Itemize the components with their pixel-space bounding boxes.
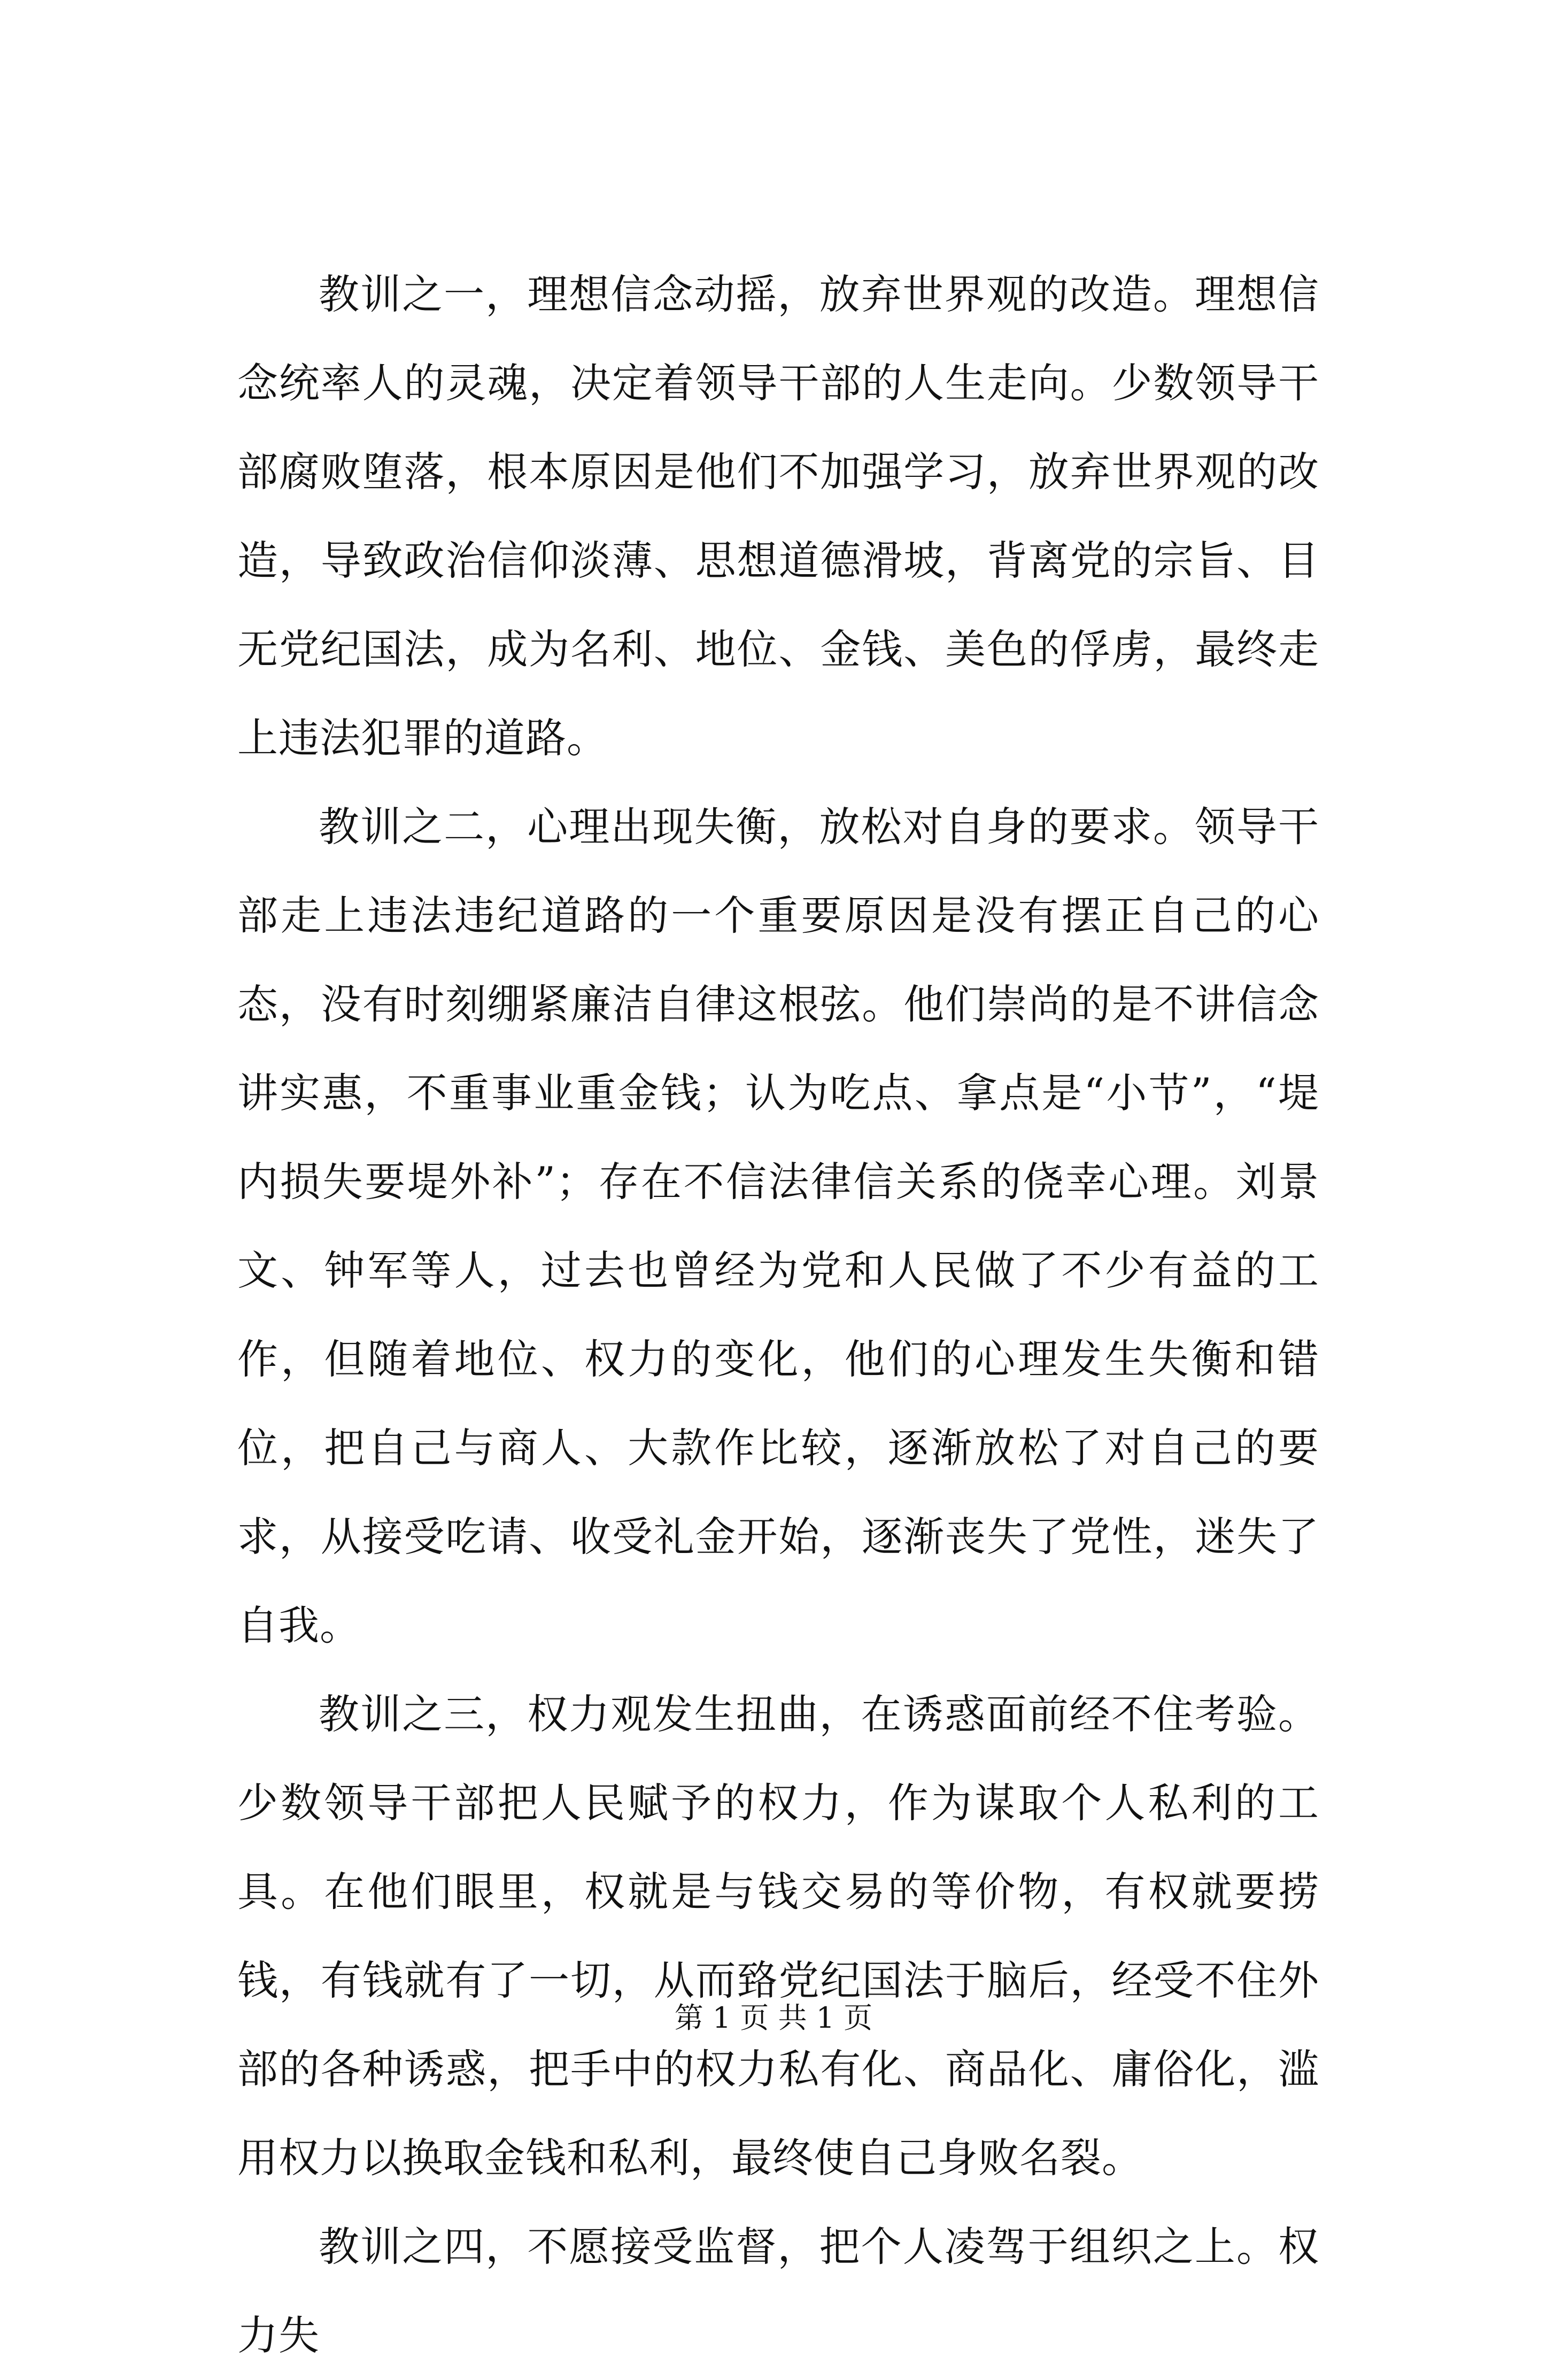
- paragraph-lesson-four: 教训之四，不愿接受监督，把个人凌驾于组织之上。权力失: [237, 2223, 1319, 2359]
- page-number-footer: 第 1 页 共 1 页: [674, 2001, 873, 2035]
- paragraph-lesson-two: 教训之二，心理出现失衡，放松对自身的要求。领导干部走上违法违纪道路的一个重要原因是没有摆正自己的心态，没有时刻绷紧廉洁自律这根弦。他们崇尚的是不讲信念讲实惠，不重事业重金钱；认为吃点、拿点是“小节”，“堤内损失要堤外补”；存在不信法律信关系的侥幸心理。刘景文、钟军等人，过去也曾经为党和人民做了不少有益的工作，但随着地位、权力的变化，他们的心理发生失衡和错位，把自己与商人、大款作比较，逐渐放松了对自己的要求，从接受吃请、收受礼金开始，逐渐丧失了党性，迷失了自我。: [237, 803, 1319, 1649]
- document-body: [237, 250, 1319, 2380]
- paragraph-lesson-one: 教训之一，理想信念动摇，放弃世界观的改造。理想信念统率人的灵魂，决定着领导干部的人生走向。少数领导干部腐败堕落，根本原因是他们不加强学习，放弃世界观的改造，导致政治信仰淡薄、思想道德滑坡，背离党的宗旨、目无党纪国法，成为名利、地位、金钱、美色的俘虏，最终走上违法犯罪的道路。: [237, 271, 1319, 762]
- paragraph-lesson-three: 教训之三，权力观发生扭曲，在诱惑面前经不住考验。少数领导干部把人民赋予的权力，作为谋取个人私利的工具。在他们眼里，权就是与钱交易的等价物，有权就要捞钱，有钱就有了一切，从而臵党纪国法于脑后，经受不住外部的各种诱惑，把手中的权力私有化、商品化、庸俗化，滥用权力以换取金钱和私利，最终使自己身败名裂。: [237, 1690, 1319, 2182]
